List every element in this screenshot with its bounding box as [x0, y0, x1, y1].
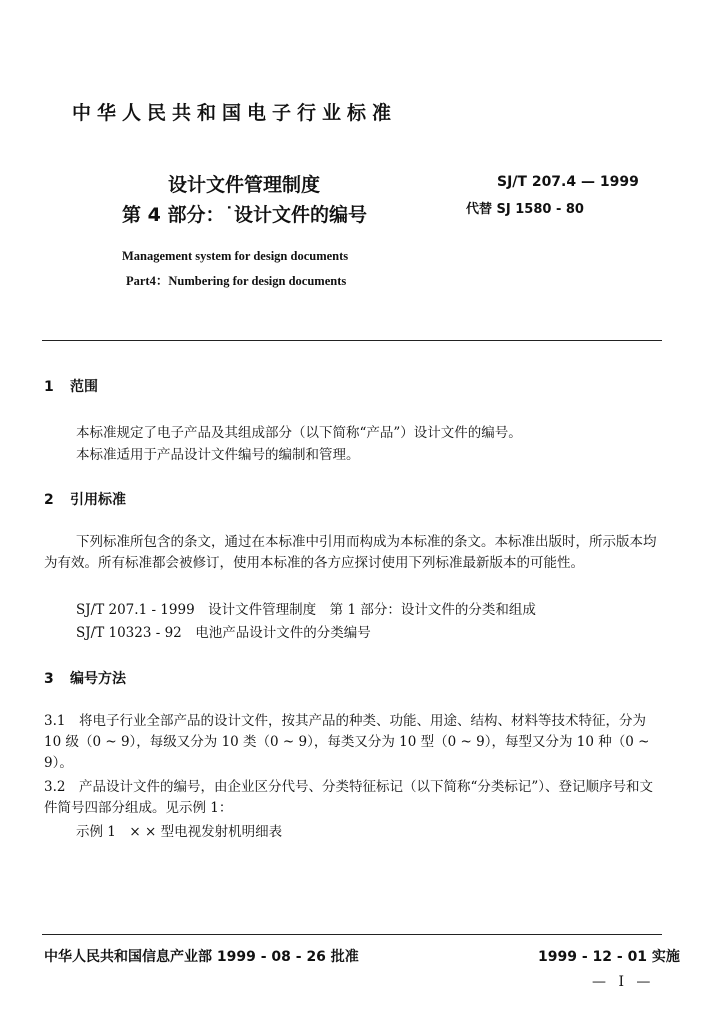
section-heading — [44, 668, 126, 688]
example-label: 示例 1 × × 型电视发射机明细表 — [76, 824, 283, 840]
standard-replaces: 代替 SJ 1580 - 80 — [466, 202, 584, 217]
reference-item: SJ/T 10323 - 92 电池产品设计文件的分类编号 — [76, 625, 371, 641]
section-number: 3 — [44, 671, 54, 687]
english-title-line1: Management system for design documents — [122, 249, 349, 263]
bottom-divider — [42, 934, 662, 935]
paragraph: 本标准规定了电子产品及其组成部分（以下简称“产品”）设计文件的编号。 — [76, 425, 522, 441]
implementation-date: 1999 - 12 - 01 实施 — [538, 949, 680, 965]
section-title: 编号方法 — [70, 671, 126, 687]
paragraph: 3.1 将电子行业全部产品的设计文件，按其产品的种类、功能、用途、结构、材料等技术特征，分为 10 级（0 ~ 9），每级又分为 10 类（0 ~ 9），每类又分为 10 型（0 ~ 9），每型又分为 10 种（0 ~ 9）。 — [44, 713, 650, 771]
page-number: — I — — [592, 974, 655, 990]
section-number: 1 — [44, 379, 54, 395]
top-divider — [42, 340, 662, 341]
header-title: 中华人民共和国电子行业标准 — [72, 102, 398, 124]
paragraph: 3.2 产品设计文件的编号，由企业区分代号、分类特征标记（以下简称“分类标记”）、登记顺序号和文件简号四部分组成。见示例 1： — [44, 779, 654, 816]
reference-item: SJ/T 207.1 - 1999 设计文件管理制度 第 1 部分：设计文件的分类和组成 — [76, 602, 536, 618]
paragraph: 下列标准所包含的条文，通过在本标准中引用而构成为本标准的条文。本标准出版时，所示版本均为有效。所有标准都会被修订，使用本标准的各方应探讨使用下列标准最新版本的可能性。 — [44, 534, 657, 571]
standard-number: SJ/T 207.4 — 1999 — [497, 174, 639, 190]
section-heading — [44, 489, 126, 509]
section-heading — [44, 376, 98, 396]
section-title: 范围 — [70, 379, 98, 395]
paragraph: 本标准适用于产品设计文件编号的编制和管理。 — [76, 447, 360, 463]
approval-line: 中华人民共和国信息产业部 1999 - 08 - 26 批准 — [44, 949, 359, 965]
english-title-line2: Part4：Numbering for design documents — [126, 274, 347, 288]
section-title: 引用标准 — [70, 492, 126, 508]
doc-title-line1: 设计文件管理制度 — [168, 174, 321, 196]
section-number: 2 — [44, 492, 54, 508]
doc-title-line2: 第 4 部分：˙设计文件的编号 — [122, 204, 367, 226]
